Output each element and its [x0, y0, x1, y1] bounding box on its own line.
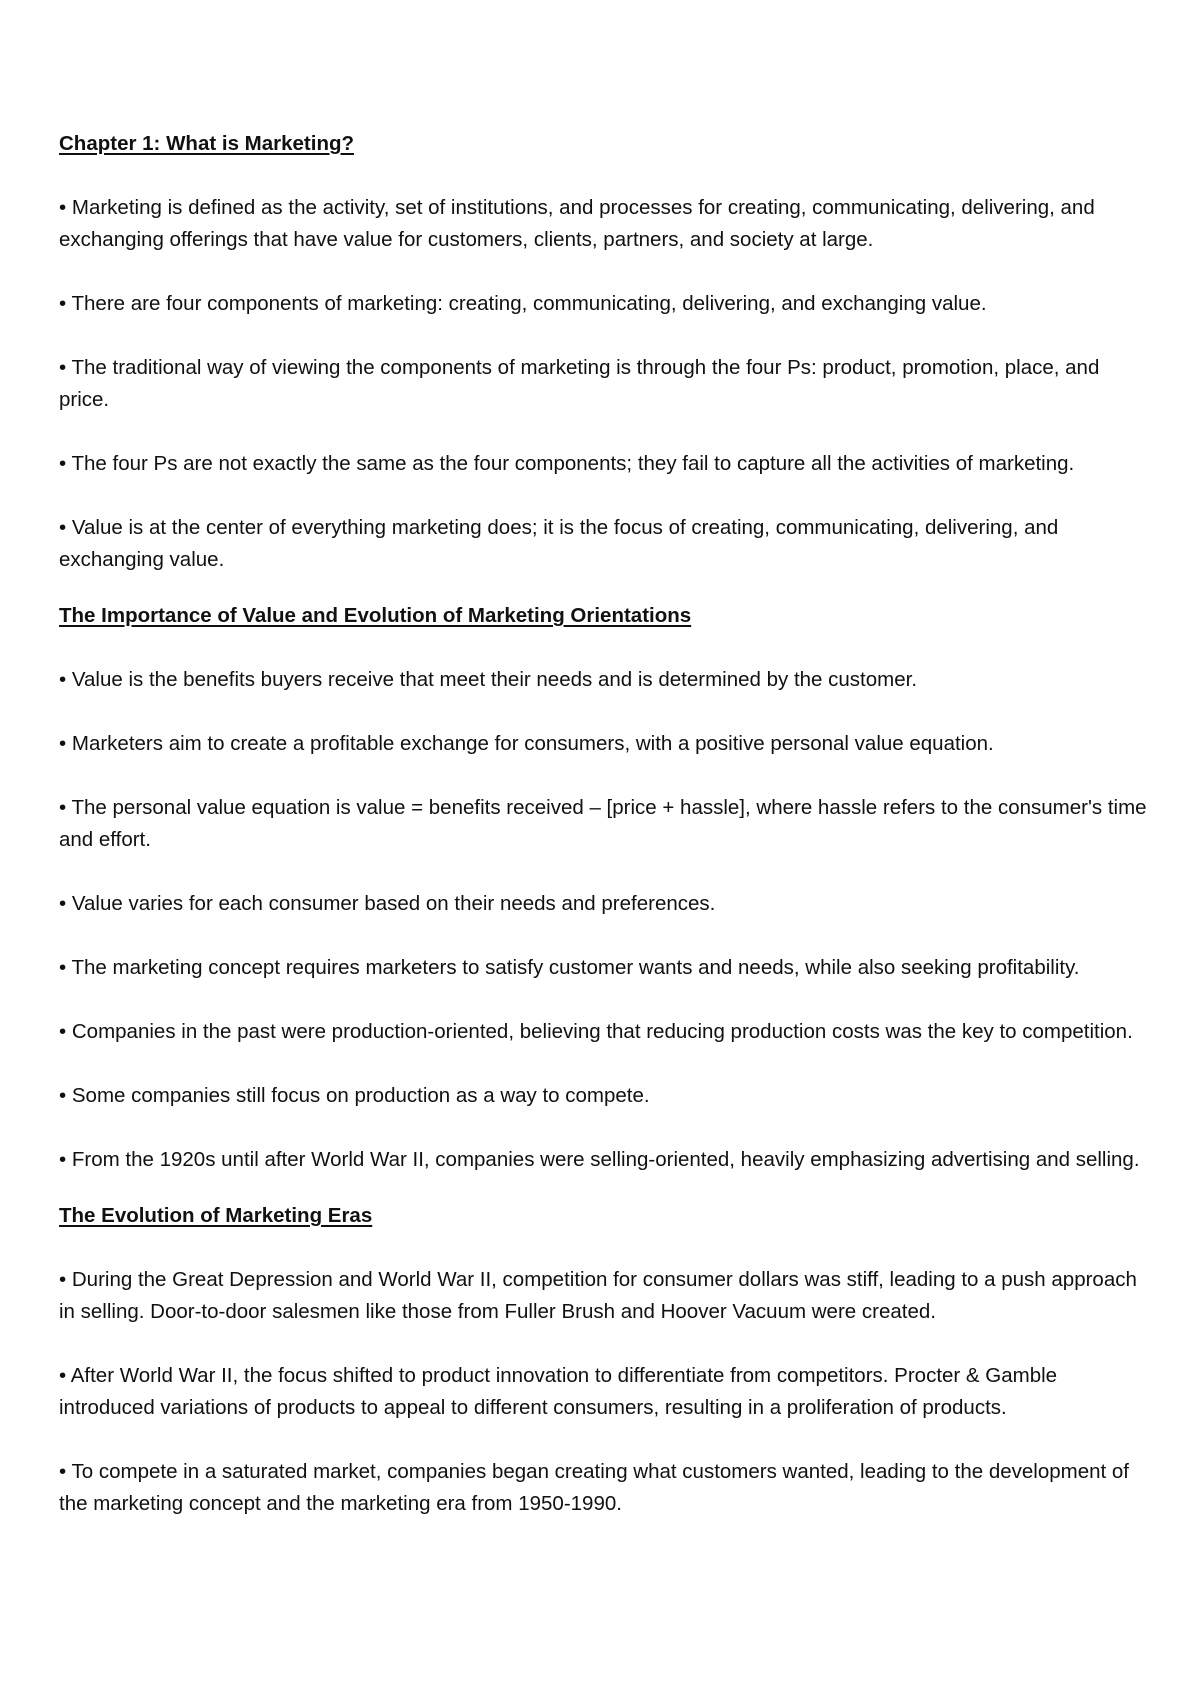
- section-heading: The Evolution of Marketing Eras: [59, 1204, 373, 1227]
- bullet-paragraph: • Value is at the center of everything marketing does; it is the focus of creating, communicating, delivering, and exchanging value.: [59, 516, 1059, 571]
- bullet-paragraph: • The personal value equation is value = benefits received – [price + hassle], where hassle refers to the consumer's time and effort.: [59, 796, 1147, 851]
- bullet-paragraph: • After World War II, the focus shifted to product innovation to differentiate from competitors. Procter & Gamble introduced variations of products to appeal to different consumers, resulting in a proliferation of products.: [59, 1364, 1058, 1419]
- bullet-paragraph: • From the 1920s until after World War II, companies were selling-oriented, heavily emphasizing advertising and selling.: [59, 1148, 1140, 1171]
- bullet-paragraph: • The four Ps are not exactly the same as the four components; they fail to capture all the activities of marketing.: [59, 452, 1075, 475]
- bullet-paragraph: • The traditional way of viewing the components of marketing is through the four Ps: product, promotion, place, and price.: [59, 356, 1100, 411]
- bullet-paragraph: • There are four components of marketing: creating, communicating, delivering, and exchanging value.: [59, 292, 987, 315]
- bullet-paragraph: • Marketers aim to create a profitable exchange for consumers, with a positive personal value equation.: [59, 732, 994, 755]
- section-heading: The Importance of Value and Evolution of Marketing Orientations: [59, 604, 692, 627]
- chapter-heading: Chapter 1: What is Marketing?: [59, 132, 355, 155]
- bullet-paragraph: • Companies in the past were production-oriented, believing that reducing production costs was the key to competition.: [59, 1020, 1133, 1043]
- document-page: [59, 128, 1151, 1552]
- bullet-paragraph: • Value is the benefits buyers receive that meet their needs and is determined by the customer.: [59, 668, 918, 691]
- bullet-paragraph: • Marketing is defined as the activity, set of institutions, and processes for creating, communicating, delivering, and exchanging offerings that have value for customers, clients, partners, and society at large.: [59, 196, 1095, 251]
- bullet-paragraph: • To compete in a saturated market, companies began creating what customers wanted, leading to the development of the marketing concept and the marketing era from 1950-1990.: [59, 1460, 1130, 1515]
- bullet-paragraph: • During the Great Depression and World War II, competition for consumer dollars was stiff, leading to a push approach in selling. Door-to-door salesmen like those from Fuller Brush and Hoover Vacuum were created.: [59, 1268, 1137, 1323]
- bullet-paragraph: • The marketing concept requires marketers to satisfy customer wants and needs, while also seeking profitability.: [59, 956, 1080, 979]
- bullet-paragraph: • Some companies still focus on production as a way to compete.: [59, 1084, 650, 1107]
- bullet-paragraph: • Value varies for each consumer based on their needs and preferences.: [59, 892, 716, 915]
